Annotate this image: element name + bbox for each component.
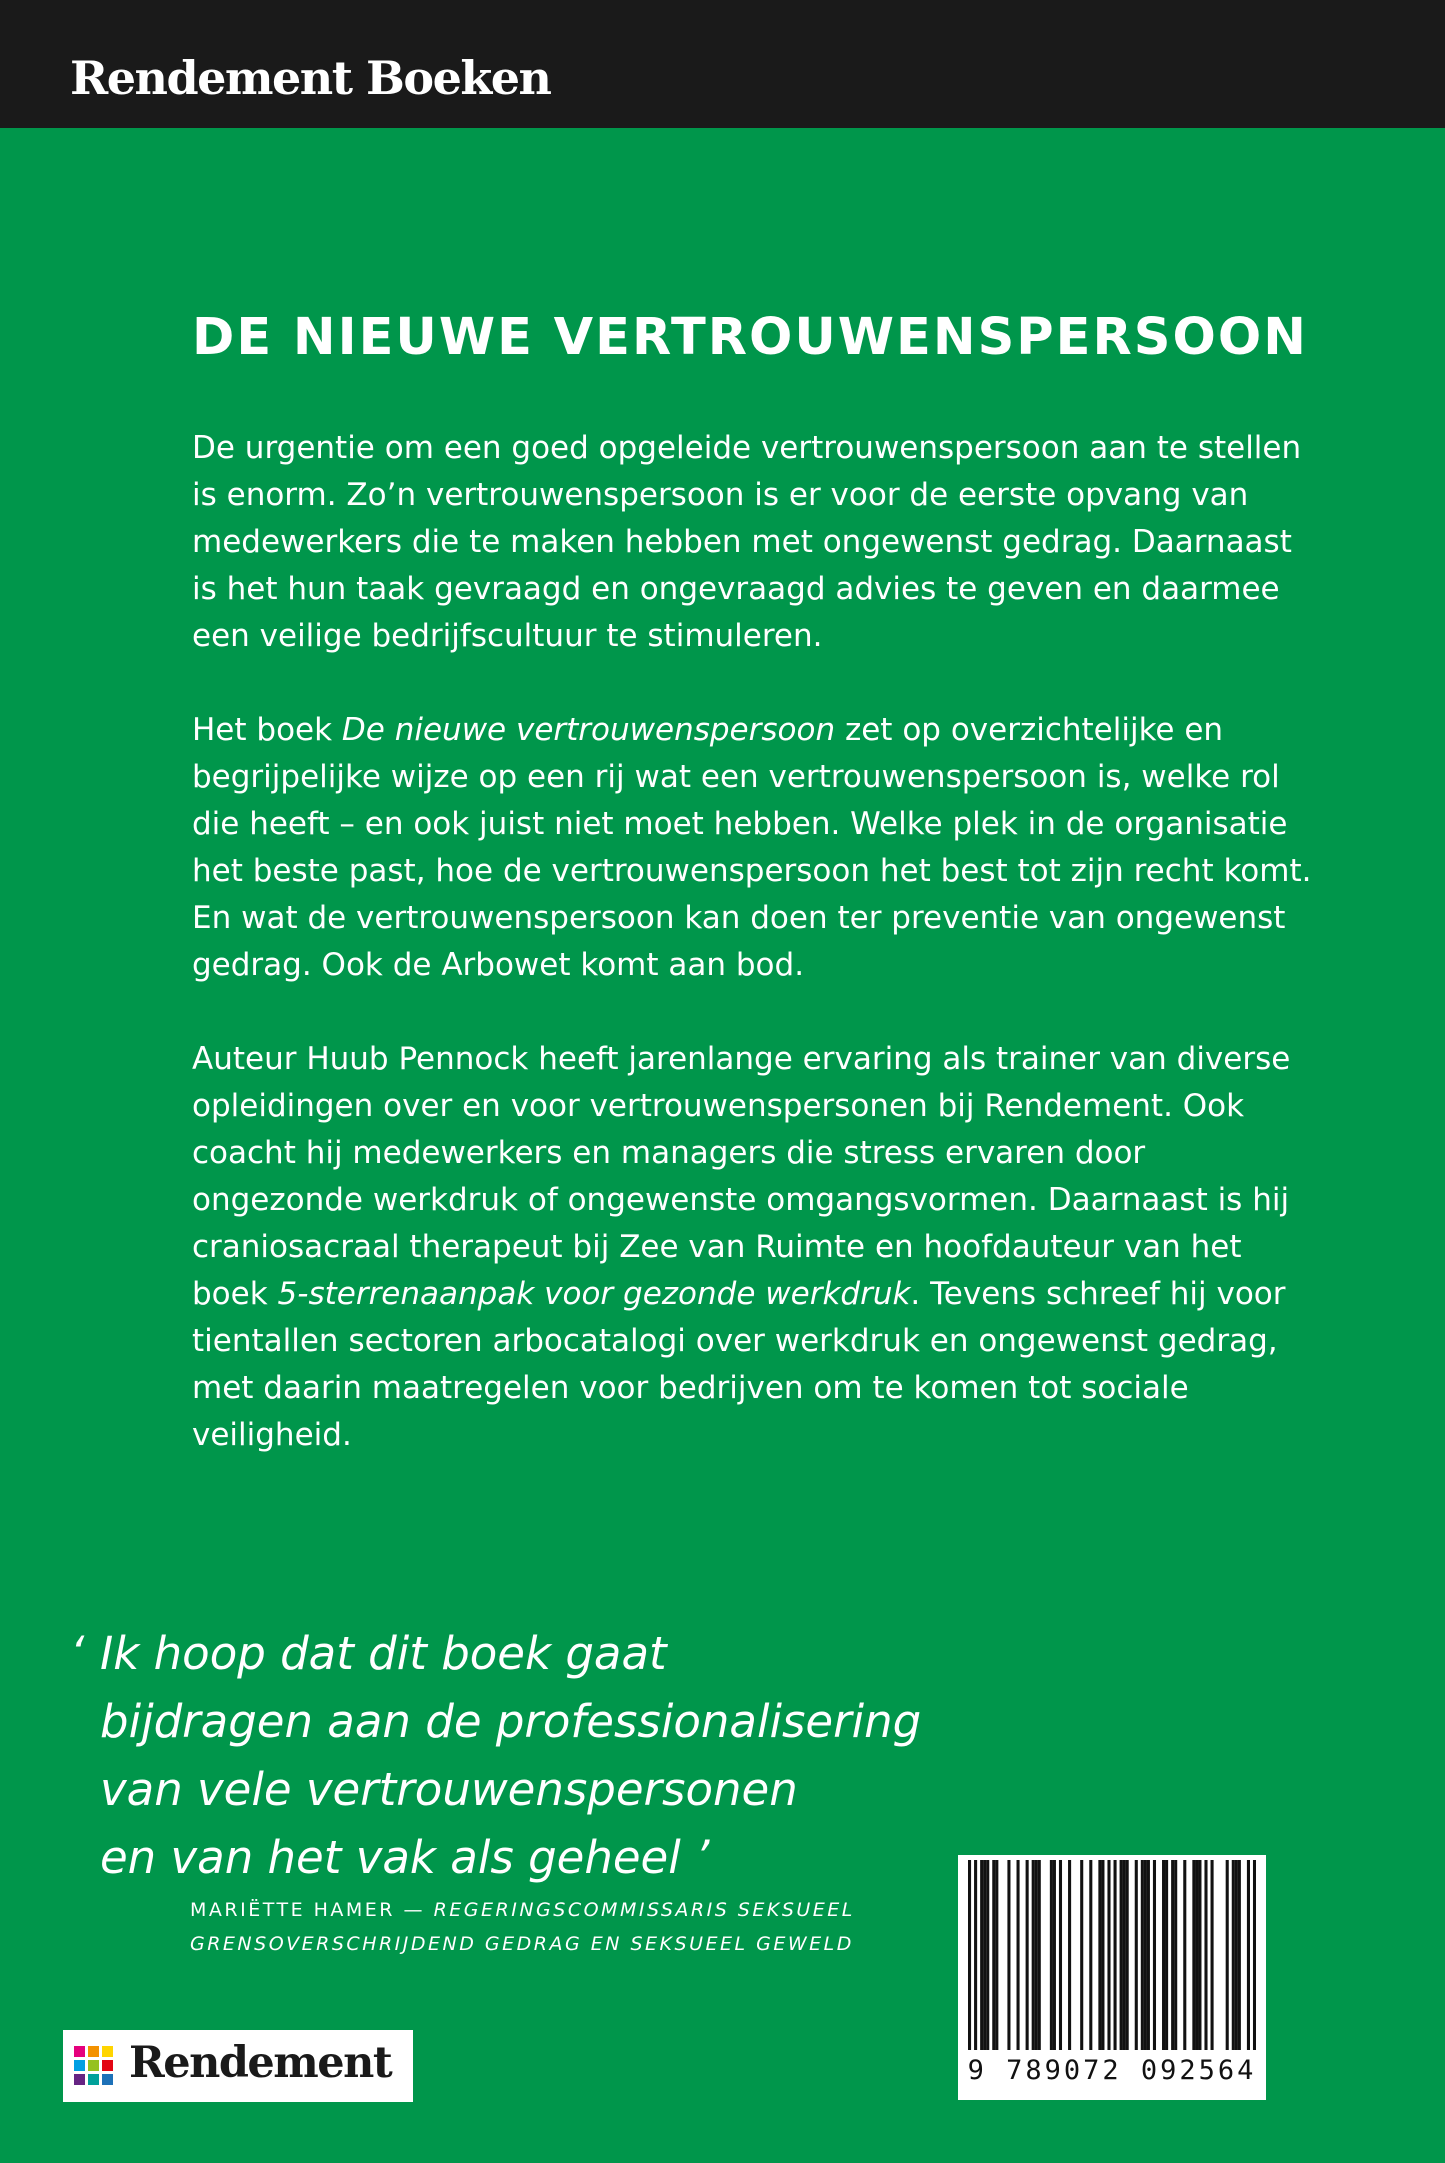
quote-line: Ik hoop dat dit boek gaat — [100, 1627, 667, 1680]
blurb-paragraph-2 — [192, 707, 1322, 989]
barcode-bar — [1114, 1860, 1117, 2050]
blurb-text: . Tevens schreef hij voor tientallen sectoren arbocatalogi over werkdruk en ongewenst gedrag, met daarin maatregelen voor bedrijven om te komen tot sociale veiligheid. — [192, 1276, 1286, 1453]
blurb-paragraph-1: De urgentie om een goed opgeleide vertrouwenspersoon aan te stellen is enorm. Zo’n vertrouwenspersoon is er voor de eerste opvang van medewerkers die te maken hebben met ongewenst gedrag. Daarnaast is het hun taak gevraagd en ongevraagd advies te geven en daarmee een veilige bedrijfscultuur te stimuleren. — [192, 430, 1302, 654]
barcode-bar — [1153, 1860, 1156, 2050]
barcode-bar — [1253, 1860, 1256, 2050]
quote-author: MARIËTTE HAMER — — [190, 1899, 434, 1921]
logo-grid-icon — [73, 2045, 115, 2087]
book-title: DE NIEUWE VERTROUWENSPERSOON — [192, 308, 1308, 367]
publisher-bar — [0, 0, 1445, 128]
barcode-bar — [980, 1860, 983, 2050]
barcode-bar — [1053, 1860, 1056, 2050]
barcode-bar — [1050, 1860, 1053, 2050]
logo-grid-square — [102, 2060, 113, 2071]
barcode-bar — [1032, 1860, 1035, 2050]
barcode-bar — [1226, 1860, 1229, 2050]
logo-grid-square — [74, 2046, 85, 2057]
quote-line: van vele vertrouwenspersonen — [100, 1763, 798, 1816]
barcode-bar — [1038, 1860, 1041, 2050]
barcode-bar — [1238, 1860, 1241, 2050]
blurb — [192, 425, 1322, 1506]
barcode-bar — [968, 1860, 971, 2050]
attribution-line-2 — [190, 1927, 950, 1961]
isbn-barcode — [958, 1855, 1266, 2100]
barcode-bar — [1192, 1860, 1195, 2050]
barcode-bar — [1162, 1860, 1165, 2050]
logo-grid-square — [88, 2060, 99, 2071]
open-quote-mark: ‘ — [70, 1627, 85, 1680]
barcode-bar — [1126, 1860, 1129, 2050]
barcode-bar — [1007, 1860, 1010, 2050]
barcode-bars — [968, 1860, 1256, 2050]
barcode-bar — [1165, 1860, 1168, 2050]
barcode-bar — [1195, 1860, 1198, 2050]
quote-author-role-cont: GRENSOVERSCHRIJDEND GEDRAG EN SEKSUEEL GEWELD — [190, 1933, 854, 1955]
barcode-bar — [1147, 1860, 1150, 2050]
barcode-bar — [986, 1860, 989, 2050]
barcode-bar — [1120, 1860, 1123, 2050]
barcode-bar — [1141, 1860, 1144, 2050]
barcode-bar — [1144, 1860, 1147, 2050]
barcode-bar — [1135, 1860, 1138, 2050]
barcode-bar — [1017, 1860, 1020, 2050]
other-book-title-italic: 5-sterrenaanpak voor gezonde werkdruk — [277, 1276, 911, 1312]
isbn-digits: 9 789072 092564 — [967, 2055, 1257, 2086]
pull-quote — [70, 1620, 970, 1892]
barcode-bar — [1232, 1860, 1235, 2050]
logo-grid-square — [102, 2074, 113, 2085]
barcode-bar — [974, 1860, 977, 2050]
logo-grid-square — [88, 2074, 99, 2085]
barcode-bar — [1204, 1860, 1207, 2050]
barcode-bar — [992, 1860, 995, 2050]
blurb-text: Het boek — [192, 712, 342, 748]
book-title-italic: De nieuwe vertrouwenspersoon — [341, 712, 836, 748]
publisher-name: Rendement Boeken — [70, 51, 551, 105]
barcode-bar — [1198, 1860, 1201, 2050]
barcode-bar — [1035, 1860, 1038, 2050]
blurb-paragraph-3 — [192, 1036, 1322, 1459]
barcode-bar — [1080, 1860, 1083, 2050]
attribution-line-1 — [190, 1893, 950, 1927]
barcode-bar — [1068, 1860, 1071, 2050]
barcode-bar — [1026, 1860, 1029, 2050]
quote-line: en van het vak als geheel — [100, 1831, 681, 1884]
barcode-bar — [1247, 1860, 1250, 2050]
barcode-bar — [1183, 1860, 1186, 2050]
barcode-bar — [995, 1860, 998, 2050]
logo-grid-square — [74, 2074, 85, 2085]
quote-attribution — [190, 1893, 950, 1961]
blurb-text: zet op overzichtelijke en begrijpelijke wijze op een rij wat een vertrouwenspersoon is, welke rol die heeft – en ook juist niet moet hebben. Welke plek in de organisatie het beste past, hoe de vertrouwenspersoon het best tot zijn recht komt. En wat de vertrouwenspersoon kan doen ter preventie van ongewenst gedrag. Ook de Arbowet komt aan bod. — [192, 712, 1312, 983]
barcode-bar — [1059, 1860, 1062, 2050]
quote-author-role: REGERINGSCOMMISSARIS SEKSUEEL — [433, 1899, 855, 1921]
barcode-bar — [1098, 1860, 1101, 2050]
quote-line-last — [100, 1824, 970, 1892]
blurb-text: Auteur Huub Pennock heeft jarenlange ervaring als trainer van diverse opleidingen over en voor vertrouwenspersonen bij Rendement. Ook coacht hij medewerkers en managers die stress ervaren door ongezonde werkdruk of ongewenste omgangsvormen. Daarnaast is hij craniosacraal therapeut bij Zee van Ruimte en hoofdauteur van het boek — [192, 1041, 1291, 1312]
barcode-bar — [983, 1860, 986, 2050]
barcode-bar — [1174, 1860, 1177, 2050]
barcode-bar — [1171, 1860, 1174, 2050]
barcode-bar — [1089, 1860, 1092, 2050]
barcode-bar — [1235, 1860, 1238, 2050]
barcode-bar — [1211, 1860, 1214, 2050]
quote-line: bijdragen aan de professionalisering — [100, 1695, 922, 1748]
logo-grid-square — [74, 2060, 85, 2071]
barcode-bar — [1101, 1860, 1104, 2050]
logo-grid-square — [88, 2046, 99, 2057]
barcode-bar — [1123, 1860, 1126, 2050]
logo-grid-square — [102, 2046, 113, 2057]
barcode-bar — [1107, 1860, 1110, 2050]
logo-wordmark: Rendement — [129, 2038, 392, 2088]
close-quote-mark: ’ — [695, 1831, 710, 1884]
rendement-logo — [63, 2030, 413, 2102]
